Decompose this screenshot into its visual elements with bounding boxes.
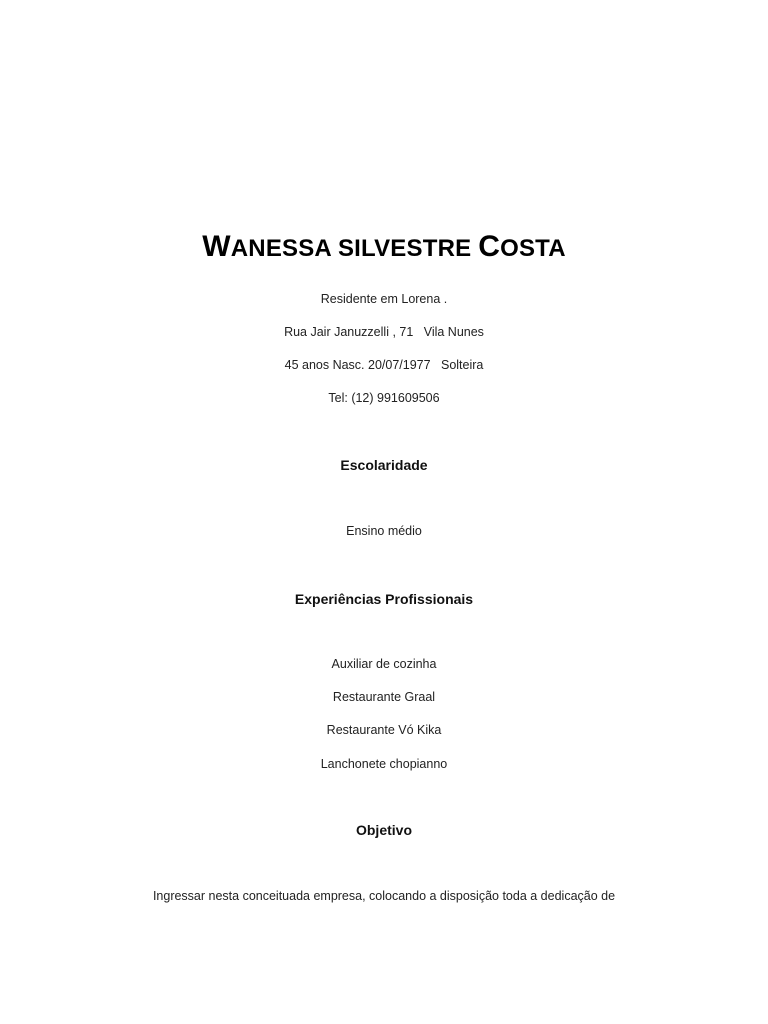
- age-birth-status-line: 45 anos Nasc. 20/07/1977 Solteira: [284, 358, 484, 372]
- name-last-rest: OSTA: [500, 235, 566, 262]
- objective-heading: Objetivo: [355, 822, 412, 838]
- name-title: [0, 230, 768, 264]
- experience-item: Lanchonete chopianno: [320, 757, 448, 771]
- residence-line: Residente em Lorena .: [320, 292, 448, 306]
- education-item: Ensino médio: [346, 524, 422, 538]
- name-first-rest: ANESSA SILVESTRE: [230, 235, 479, 262]
- objective-text: Ingressar nesta conceituada empresa, colocando a disposição toda a dedicação de: [152, 889, 616, 903]
- experience-heading: Experiências Profissionais: [294, 591, 474, 607]
- experience-item: Restaurante Graal: [332, 690, 436, 704]
- experience-item: Auxiliar de cozinha: [331, 657, 437, 671]
- address-line: Rua Jair Januzzelli , 71 Vila Nunes: [284, 325, 484, 339]
- name-initial-last: C: [478, 230, 501, 263]
- phone-line: Tel: (12) 991609506: [328, 391, 440, 405]
- name-initial-first: W: [202, 230, 231, 263]
- experience-item: Restaurante Vó Kika: [326, 723, 442, 737]
- education-heading: Escolaridade: [340, 457, 428, 473]
